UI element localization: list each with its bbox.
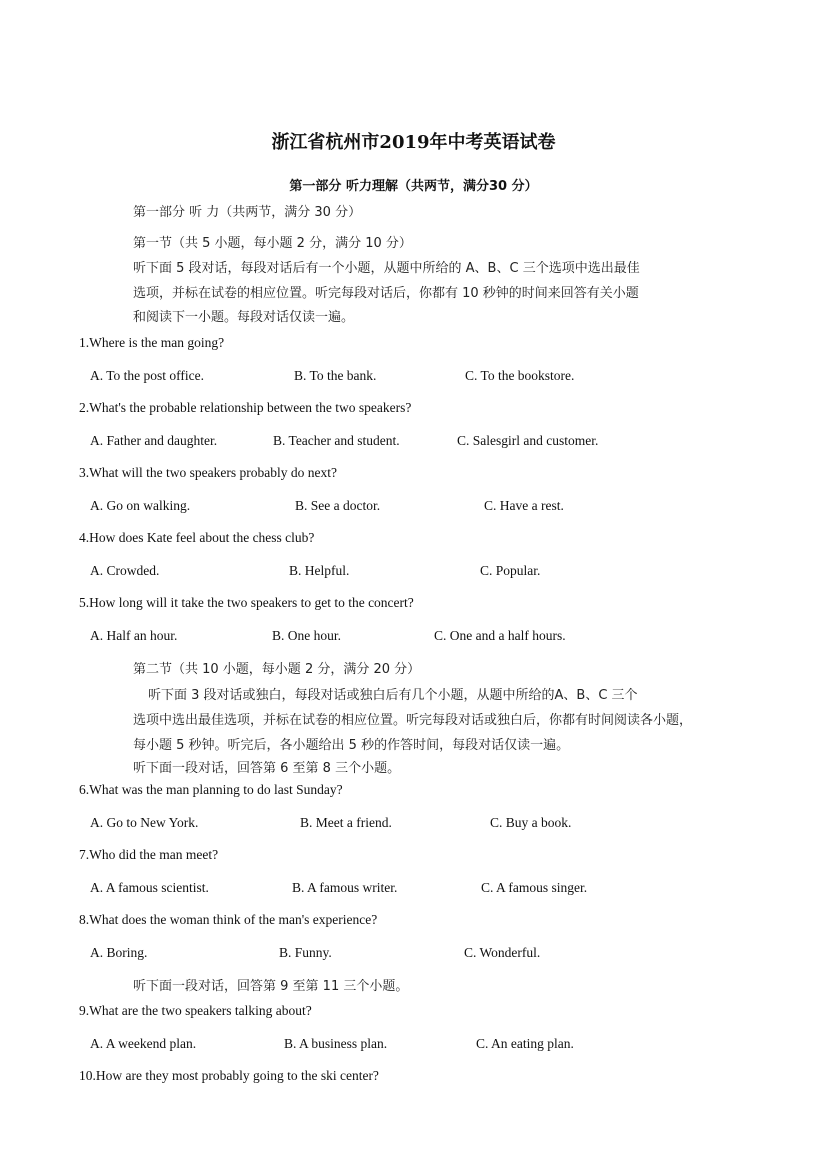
section2-instruction-line: 每小题 5 秒钟。听完后，各小题给出 5 秒的作答时间，每段对话仅读一遍。 [133, 738, 570, 753]
section2-instruction-line: 听下面 3 段对话或独白，每段对话或独白后有几个小题，从题中所给的A、B、C 三个 [148, 688, 638, 703]
question-8: 8.What does the woman think of the man's experience? [79, 912, 378, 927]
dialogue-note: 听下面一段对话，回答第 9 至第 11 三个小题。 [133, 979, 409, 994]
question-1: 1.Where is the man going? [79, 335, 225, 350]
question-10: 10.How are they most probably going to the ski center? [79, 1068, 379, 1083]
section2-heading: 第二节（共 10 小题，每小题 2 分，满分 20 分） [133, 662, 421, 677]
question-9-option-c: C. An eating plan. [476, 1036, 574, 1051]
question-2: 2.What's the probable relationship between the two speakers? [79, 400, 412, 415]
question-8-option-c: C. Wonderful. [464, 945, 541, 960]
question-9: 9.What are the two speakers talking about? [79, 1003, 312, 1018]
question-5-option-c: C. One and a half hours. [434, 628, 566, 643]
question-3-option-c: C. Have a rest. [484, 498, 564, 513]
dialogue-note: 听下面一段对话，回答第 6 至第 8 三个小题。 [133, 761, 401, 776]
question-8-option-b: B. Funny. [279, 945, 332, 960]
exam-title: 浙江省杭州市2019年中考英语试卷 [271, 132, 556, 153]
question-4: 4.How does Kate feel about the chess club? [79, 530, 315, 545]
question-3: 3.What will the two speakers probably do next? [79, 465, 337, 480]
section1-instruction-line: 听下面 5 段对话，每段对话后有一个小题，从题中所给的 A、B、C 三个选项中选出最佳 [133, 261, 640, 276]
question-5-option-b: B. One hour. [272, 628, 341, 643]
question-4-option-c: C. Popular. [480, 563, 541, 578]
section1-instruction-line: 选项，并标在试卷的相应位置。听完每段对话后，你都有 10 秒钟的时间来回答有关小题 [133, 286, 639, 301]
listening-subtitle: 第一部分 听力理解（共两节，满分30 分） [289, 179, 538, 194]
section2-instruction-line: 选项中选出最佳选项，并标在试卷的相应位置。听完每段对话或独白后，你都有时间阅读各小题， [133, 713, 693, 728]
question-9-option-a: A. A weekend plan. [90, 1036, 197, 1051]
question-7-option-b: B. A famous writer. [292, 880, 398, 895]
question-2-option-b: B. Teacher and student. [273, 433, 400, 448]
question-1-option-a: A. To the post office. [90, 368, 205, 383]
question-6-option-c: C. Buy a book. [490, 815, 572, 830]
question-6-option-a: A. Go to New York. [90, 815, 199, 830]
question-3-option-a: A. Go on walking. [90, 498, 191, 513]
question-1-option-c: C. To the bookstore. [465, 368, 575, 383]
question-1-option-b: B. To the bank. [294, 368, 377, 383]
question-2-option-a: A. Father and daughter. [90, 433, 218, 448]
question-7: 7.Who did the man meet? [79, 847, 219, 862]
question-2-option-c: C. Salesgirl and customer. [457, 433, 599, 448]
question-5: 5.How long will it take the two speakers to get to the concert? [79, 595, 414, 610]
question-5-option-a: A. Half an hour. [90, 628, 178, 643]
section1-heading: 第一节（共 5 小题，每小题 2 分，满分 10 分） [133, 236, 412, 251]
question-3-option-b: B. See a doctor. [295, 498, 381, 513]
question-4-option-a: A. Crowded. [90, 563, 160, 578]
section1-instruction-line: 和阅读下一小题。每段对话仅读一遍。 [133, 310, 355, 325]
question-7-option-c: C. A famous singer. [481, 880, 588, 895]
question-8-option-a: A. Boring. [90, 945, 148, 960]
question-6-option-b: B. Meet a friend. [300, 815, 392, 830]
question-7-option-a: A. A famous scientist. [90, 880, 209, 895]
part-heading: 第一部分 听 力（共两节，满分 30 分） [133, 205, 362, 220]
question-6: 6.What was the man planning to do last Sunday? [79, 782, 343, 797]
question-4-option-b: B. Helpful. [289, 563, 350, 578]
question-9-option-b: B. A business plan. [284, 1036, 388, 1051]
